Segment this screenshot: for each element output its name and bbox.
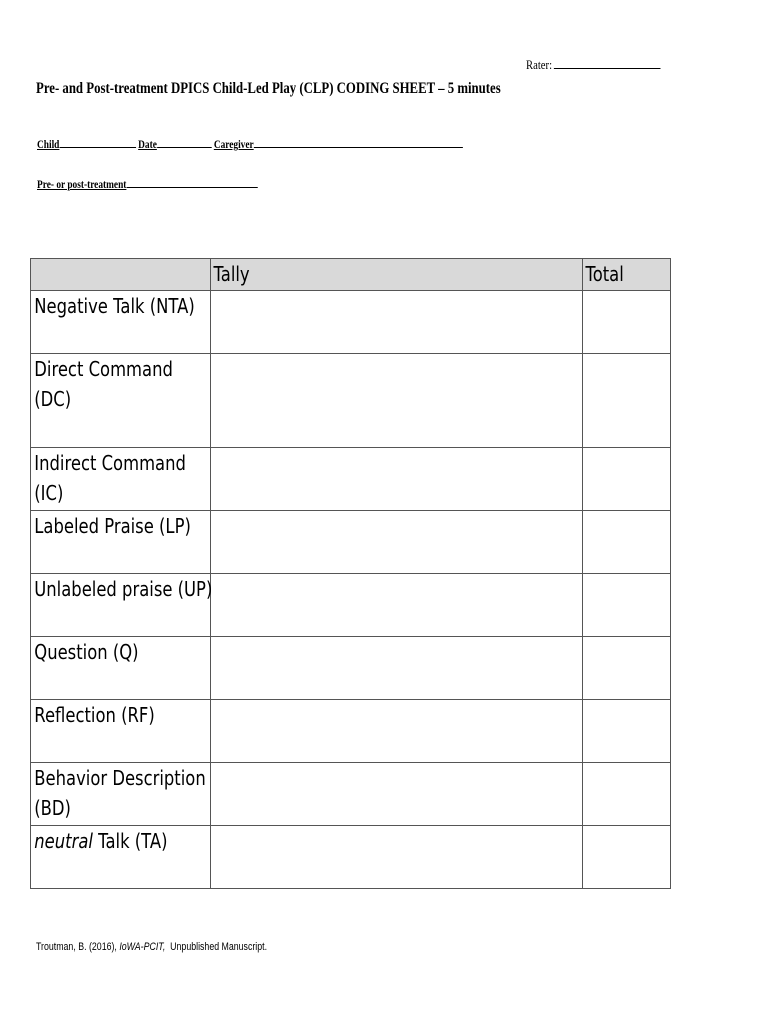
row-label: Indirect Command (IC) <box>31 448 211 511</box>
coding-table <box>30 258 671 889</box>
header-cell-category <box>31 259 211 291</box>
tally-cell[interactable] <box>211 637 583 700</box>
prepost-field <box>37 176 257 192</box>
table-row-ic <box>31 448 671 511</box>
tally-cell[interactable] <box>211 826 583 889</box>
child-label: Child <box>37 137 60 151</box>
total-cell[interactable] <box>583 826 671 889</box>
total-cell[interactable] <box>583 574 671 637</box>
row-label <box>31 826 211 889</box>
tally-cell[interactable] <box>211 763 583 826</box>
footer-citation <box>36 941 267 953</box>
tally-cell[interactable] <box>211 354 583 448</box>
row-label: Behavior Description (BD) <box>31 763 211 826</box>
tally-cell[interactable] <box>211 700 583 763</box>
table-row-bd <box>31 763 671 826</box>
total-cell[interactable] <box>583 291 671 354</box>
total-cell[interactable] <box>583 448 671 511</box>
row-label-italic: neutral <box>34 829 93 853</box>
page-title: Pre- and Post-treatment DPICS Child-Led Play (CLP) CODING SHEET – 5 minutes <box>36 80 501 97</box>
citation-suffix: Unpublished Manuscript. <box>165 941 268 953</box>
row-label: Negative Talk (NTA) <box>31 291 211 354</box>
tally-cell[interactable] <box>211 574 583 637</box>
prepost-blank-line[interactable] <box>126 176 257 188</box>
date-blank-line[interactable] <box>157 136 212 148</box>
row-label-rest: Talk (TA) <box>92 829 168 853</box>
total-cell[interactable] <box>583 763 671 826</box>
table-row-ta <box>31 826 671 889</box>
identification-fields <box>37 136 463 152</box>
table-row-lp <box>31 511 671 574</box>
row-label: Labeled Praise (LP) <box>31 511 211 574</box>
tally-cell[interactable] <box>211 448 583 511</box>
child-blank-line[interactable] <box>59 136 135 148</box>
citation-italic: IoWA-PCIT, <box>119 941 166 953</box>
tally-cell[interactable] <box>211 291 583 354</box>
date-label: Date <box>138 137 157 151</box>
table-row-q <box>31 637 671 700</box>
total-cell[interactable] <box>583 637 671 700</box>
row-label: Question (Q) <box>31 637 211 700</box>
citation-prefix: Troutman, B. (2016), <box>36 941 120 953</box>
table-row-nta <box>31 291 671 354</box>
rater-field <box>526 56 660 73</box>
table-row-dc <box>31 354 671 448</box>
table-header-row <box>31 259 671 291</box>
row-label: Reflection (RF) <box>31 700 211 763</box>
caregiver-label: Caregiver <box>213 137 254 151</box>
row-label: Unlabeled praise (UP) <box>31 574 211 637</box>
header-cell-tally: Tally <box>211 259 583 291</box>
prepost-label: Pre- or post-treatment <box>37 177 127 191</box>
table-row-up <box>31 574 671 637</box>
table-row-rf <box>31 700 671 763</box>
rater-blank-line[interactable] <box>554 56 661 69</box>
header-cell-total: Total <box>583 259 671 291</box>
total-cell[interactable] <box>583 511 671 574</box>
total-cell[interactable] <box>583 354 671 448</box>
row-label: Direct Command (DC) <box>31 354 211 448</box>
tally-cell[interactable] <box>211 511 583 574</box>
rater-label: Rater: <box>526 57 553 72</box>
total-cell[interactable] <box>583 700 671 763</box>
caregiver-blank-line[interactable] <box>254 136 463 148</box>
